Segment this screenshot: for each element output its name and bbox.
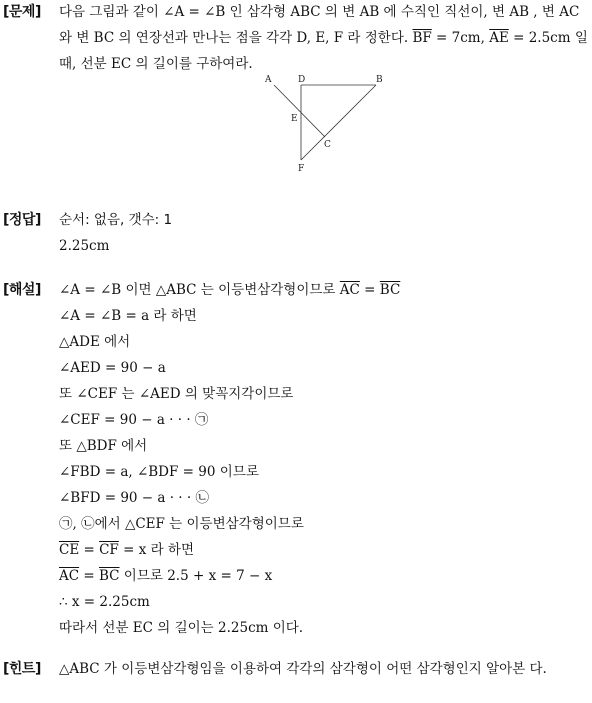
explanation-line: ∴ x = 2.25cm [59, 594, 150, 610]
point-a-label: A [265, 75, 272, 85]
segment-ae: $\overline{AE}$ [489, 30, 509, 46]
problem-text [59, 0, 589, 77]
triangle-figure [255, 70, 395, 180]
segment-ac: $\overline{AC}$ [339, 282, 360, 298]
segment-cf: $\overline{CF}$ [99, 542, 119, 558]
explanation-line [59, 566, 589, 592]
hint-text: △ABC 가 이등변삼각형임을 이용하여 각각의 삼각형이 어떤 삼각형인지 알아본 다. [59, 661, 547, 677]
explanation-line: ∠FBD = a, ∠BDF = 90 이므로 [59, 464, 259, 480]
explanation-line: ∠CEF = 90 − a · · · ㉠ [59, 412, 209, 428]
explanation-line [59, 280, 589, 306]
segment-a-c [274, 85, 325, 137]
point-f-label: F [298, 164, 305, 174]
hint-label: [힌트] [3, 661, 41, 677]
answer-order-count: 순서: 없음, 갯수: 1 [59, 212, 173, 228]
explanation-line: 따라서 선분 EC 의 길이는 2.25cm 이다. [59, 620, 304, 636]
explanation-line [59, 540, 589, 566]
equals-sign: = [359, 282, 380, 298]
answer-label: [정답] [3, 212, 41, 228]
explanation-line-11-rest: = x 라 하면 [118, 542, 195, 558]
segment-bc: $\overline{BC}$ [379, 282, 401, 298]
point-e-label: E [291, 114, 298, 124]
explanation-line: 또 ∠CEF 는 ∠AED 의 맞꼭지각이므로 [59, 386, 294, 402]
equals-sign: = [79, 542, 100, 558]
answer-content [59, 210, 589, 262]
explanation-label: [해설] [3, 282, 41, 298]
explanation-line-1-text: ∠A = ∠B 이면 △ABC 는 이등변삼각형이므로 [59, 282, 340, 298]
explanation-line: ∠BFD = 90 − a · · · ㉡ [59, 490, 209, 506]
segment-ce: $\overline{CE}$ [59, 542, 80, 558]
explanation-line: ㉠, ㉡에서 △CEF 는 이등변삼각형이므로 [59, 516, 304, 532]
point-d-label: D [298, 75, 306, 85]
segment-b-f [301, 85, 376, 160]
explanation-line-12-rest: 이므로 2.5 + x = 7 − x [119, 568, 273, 584]
answer-value: 2.25cm [59, 238, 110, 254]
explanation-line: △ADE 에서 [59, 334, 131, 350]
problem-label: [문제] [3, 4, 41, 20]
explanation-content [59, 280, 589, 644]
problem-text-part2: = 7cm, [431, 30, 490, 46]
explanation-line: 또 △BDF 에서 [59, 438, 148, 454]
segment-bf: $\overline{BF}$ [412, 30, 432, 46]
problem-text-part1: 다음 그림과 같이 ∠A = ∠B 인 삼각형 ABC 의 변 AB 에 수직인 직선이, 변 AB , 변 AC 와 변 BC 의 연장선과 만나는 점을 각각 D, E, F 라 정한다. [59, 4, 580, 46]
segment-bc: $\overline{BC}$ [99, 568, 120, 584]
problem-text-part3: = 2.5cm 일 때, 선분 EC 의 길이를 구하여라. [59, 30, 588, 72]
explanation-line: ∠A = ∠B = a 라 하면 [59, 308, 197, 324]
point-c-label: C [324, 140, 331, 150]
equals-sign: = [79, 568, 99, 584]
segment-ac: $\overline{AC}$ [59, 568, 80, 584]
explanation-line: ∠AED = 90 − a [59, 360, 166, 376]
point-b-label: B [376, 75, 383, 85]
